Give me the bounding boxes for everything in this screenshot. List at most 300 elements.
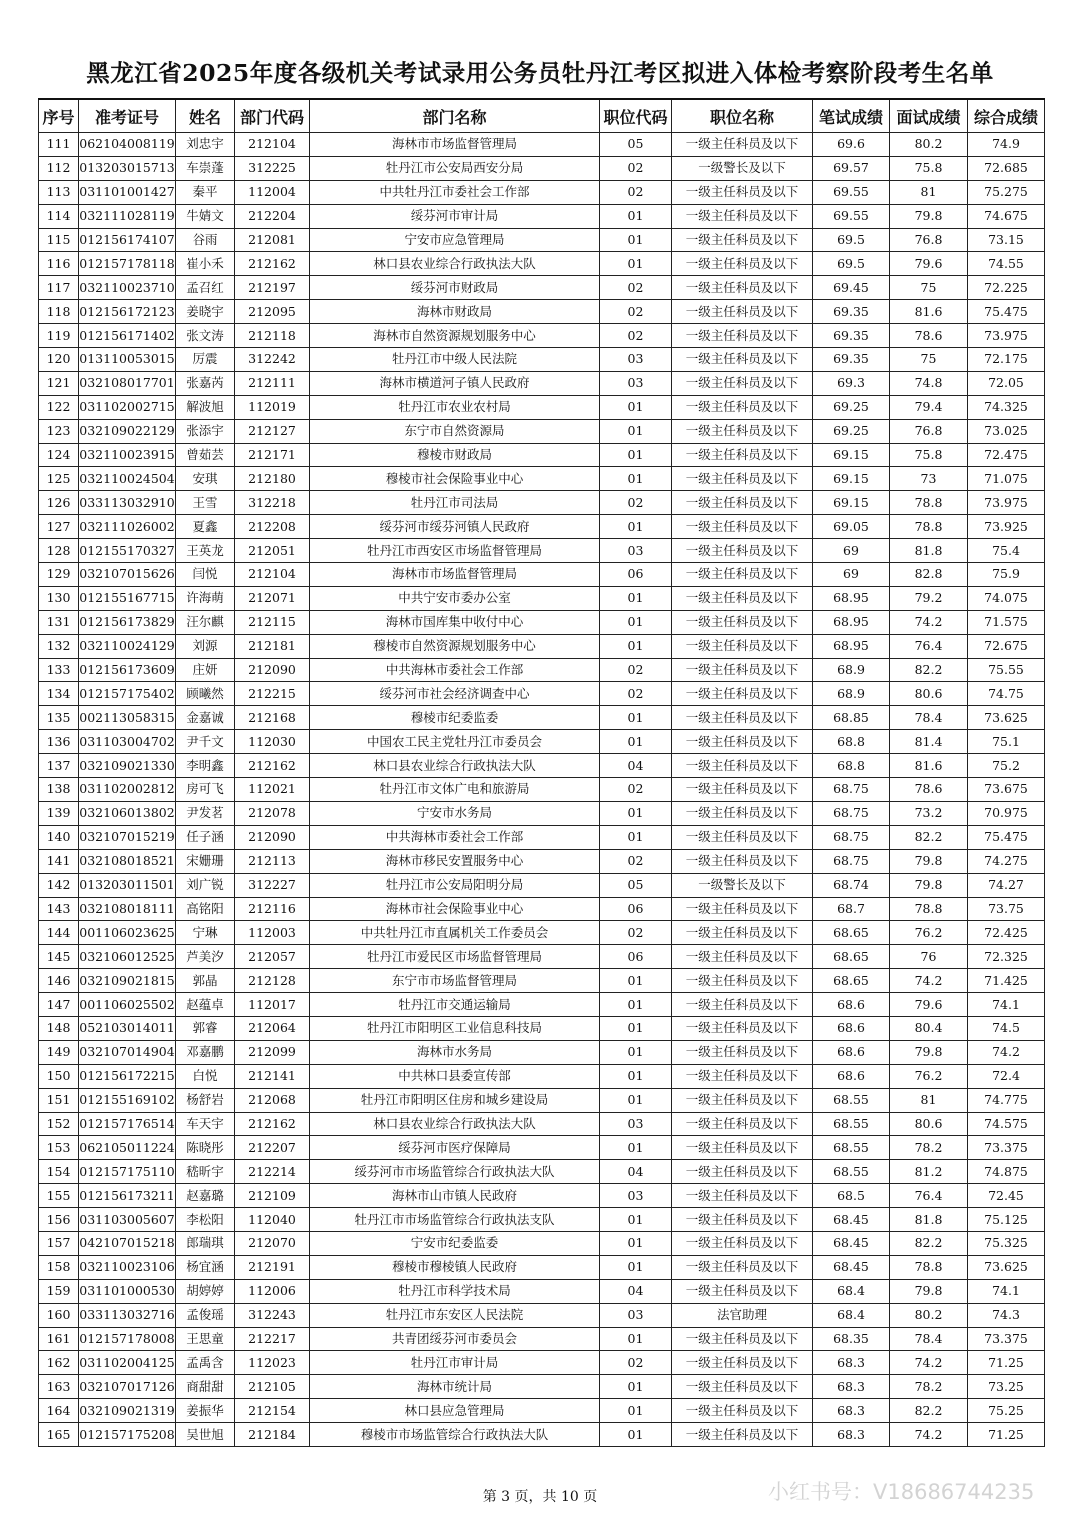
table-cell: 一级主任科员及以下 [672, 1255, 813, 1279]
table-cell: 032111028119 [79, 204, 176, 228]
table-cell: 76 [890, 945, 968, 969]
table-row [39, 1136, 1045, 1160]
table-cell: 062104008119 [79, 133, 176, 157]
table-cell: 郭晶 [176, 969, 235, 993]
table-cell: 王思童 [176, 1327, 235, 1351]
table-row [39, 252, 1045, 276]
table-cell: 穆棱市穆棱镇人民政府 [310, 1255, 600, 1279]
table-cell: 012157175208 [79, 1423, 176, 1447]
table-row [39, 849, 1045, 873]
table-cell: 136 [39, 730, 79, 754]
table-cell: 75.125 [968, 1208, 1045, 1232]
table-cell: 嵇昕宇 [176, 1160, 235, 1184]
table-cell: 76.4 [890, 1184, 968, 1208]
table-cell: 031102002715 [79, 395, 176, 419]
table-cell: 71.425 [968, 969, 1045, 993]
table-cell: 70.975 [968, 801, 1045, 825]
table-cell: 032109021330 [79, 754, 176, 778]
table-cell: 74.9 [968, 133, 1045, 157]
table-row [39, 1231, 1045, 1255]
table-cell: 79.8 [890, 849, 968, 873]
table-cell: 144 [39, 921, 79, 945]
table-row [39, 156, 1045, 180]
table-cell: 032109021319 [79, 1399, 176, 1423]
table-cell: 尹发茗 [176, 801, 235, 825]
table-cell: 03 [600, 539, 672, 563]
table-cell: 绥芬河市审计局 [310, 204, 600, 228]
table-cell: 147 [39, 993, 79, 1017]
table-cell: 75.8 [890, 156, 968, 180]
table-cell: 032106012525 [79, 945, 176, 969]
table-cell: 81.8 [890, 539, 968, 563]
table-cell: 79.4 [890, 395, 968, 419]
table-cell: 一级主任科员及以下 [672, 419, 813, 443]
table-cell: 陈晓彤 [176, 1136, 235, 1160]
table-cell: 一级主任科员及以下 [672, 371, 813, 395]
table-cell: 72.425 [968, 921, 1045, 945]
table-cell: 海林市横道河子镇人民政府 [310, 371, 600, 395]
table-cell: 牡丹江市爱民区市场监督管理局 [310, 945, 600, 969]
table-cell: 02 [600, 491, 672, 515]
table-cell: 212141 [235, 1064, 310, 1088]
table-cell: 一级主任科员及以下 [672, 921, 813, 945]
table-cell: 一级主任科员及以下 [672, 634, 813, 658]
table-cell: 刘源 [176, 634, 235, 658]
table-row [39, 1064, 1045, 1088]
table-cell: 02 [600, 849, 672, 873]
table-cell: 崔小禾 [176, 252, 235, 276]
table-cell: 一级主任科员及以下 [672, 586, 813, 610]
table-cell: 68.55 [813, 1160, 890, 1184]
table-cell: 72.225 [968, 276, 1045, 300]
table-cell: 03 [600, 1303, 672, 1327]
table-cell: 宁安市水务局 [310, 801, 600, 825]
table-cell: 82.2 [890, 1399, 968, 1423]
table-cell: 153 [39, 1136, 79, 1160]
table-row [39, 873, 1045, 897]
table-cell: 81.4 [890, 730, 968, 754]
table-cell: 156 [39, 1208, 79, 1232]
table-cell: 牡丹江市交通运输局 [310, 993, 600, 1017]
table-cell: 杨舒岩 [176, 1088, 235, 1112]
table-cell: 68.45 [813, 1208, 890, 1232]
table-cell: 姜晓宇 [176, 300, 235, 324]
table-cell: 王雪 [176, 491, 235, 515]
table-cell: 75.9 [968, 563, 1045, 587]
table-row [39, 276, 1045, 300]
table-cell: 012156173829 [79, 610, 176, 634]
table-cell: 150 [39, 1064, 79, 1088]
table-cell: 林口县农业综合行政执法大队 [310, 1112, 600, 1136]
table-cell: 一级主任科员及以下 [672, 491, 813, 515]
table-cell: 212111 [235, 371, 310, 395]
page-title: 黑龙江省2025年度各级机关考试录用公务员牡丹江考区拟进入体检考察阶段考生名单 [86, 59, 994, 87]
table-cell: 114 [39, 204, 79, 228]
table-cell: 74.1 [968, 993, 1045, 1017]
table-cell: 68.45 [813, 1231, 890, 1255]
table-cell: 75.25 [968, 1399, 1045, 1423]
table-cell: 汪尔麒 [176, 610, 235, 634]
table-cell: 02 [600, 156, 672, 180]
table-row [39, 1184, 1045, 1208]
table-cell: 宋姗珊 [176, 849, 235, 873]
table-cell: 一级主任科员及以下 [672, 1327, 813, 1351]
table-cell: 78.6 [890, 324, 968, 348]
table-cell: 312225 [235, 156, 310, 180]
table-cell: 金嘉诚 [176, 706, 235, 730]
table-cell: 东宁市市场监督管理局 [310, 969, 600, 993]
table-cell: 72.4 [968, 1064, 1045, 1088]
table-cell: 牡丹江市市场监管综合行政执法支队 [310, 1208, 600, 1232]
table-cell: 79.8 [890, 873, 968, 897]
table-row [39, 1160, 1045, 1184]
column-header: 部门名称 [310, 99, 600, 133]
table-row [39, 658, 1045, 682]
table-cell: 001106025502 [79, 993, 176, 1017]
table-cell: 143 [39, 897, 79, 921]
table-cell: 159 [39, 1279, 79, 1303]
table-cell: 112023 [235, 1351, 310, 1375]
table-cell: 76.2 [890, 921, 968, 945]
table-cell: 01 [600, 443, 672, 467]
table-cell: 80.6 [890, 1112, 968, 1136]
table-cell: 69.55 [813, 180, 890, 204]
table-row [39, 1208, 1045, 1232]
table-cell: 一级主任科员及以下 [672, 1160, 813, 1184]
table-cell: 013110053015 [79, 348, 176, 372]
table-cell: 一级主任科员及以下 [672, 682, 813, 706]
table-row [39, 634, 1045, 658]
table-cell: 68.6 [813, 993, 890, 1017]
table-row [39, 921, 1045, 945]
table-cell: 212099 [235, 1040, 310, 1064]
table-cell: 03 [600, 348, 672, 372]
table-cell: 74.2 [890, 1423, 968, 1447]
table-cell: 一级主任科员及以下 [672, 1351, 813, 1375]
table-row [39, 371, 1045, 395]
table-cell: 73.75 [968, 897, 1045, 921]
table-row [39, 1016, 1045, 1040]
table-row [39, 1112, 1045, 1136]
table-cell: 73 [890, 467, 968, 491]
table-cell: 尹千文 [176, 730, 235, 754]
table-cell: 74.275 [968, 849, 1045, 873]
table-cell: 一级主任科员及以下 [672, 228, 813, 252]
table-cell: 夏鑫 [176, 515, 235, 539]
table-cell: 74.075 [968, 586, 1045, 610]
column-header: 面试成绩 [890, 99, 968, 133]
table-cell: 01 [600, 515, 672, 539]
table-cell: 赵蕴卓 [176, 993, 235, 1017]
table-cell: 140 [39, 825, 79, 849]
table-cell: 012156173609 [79, 658, 176, 682]
table-cell: 131 [39, 610, 79, 634]
table-cell: 80.4 [890, 1016, 968, 1040]
table-cell: 一级警长及以下 [672, 873, 813, 897]
table-cell: 68.3 [813, 1375, 890, 1399]
table-cell: 135 [39, 706, 79, 730]
table-cell: 031102004125 [79, 1351, 176, 1375]
table-cell: 72.45 [968, 1184, 1045, 1208]
table-cell: 71.25 [968, 1423, 1045, 1447]
table-cell: 032108017701 [79, 371, 176, 395]
table-cell: 132 [39, 634, 79, 658]
table-cell: 绥芬河市市场监管综合行政执法大队 [310, 1160, 600, 1184]
table-cell: 212051 [235, 539, 310, 563]
table-cell: 一级主任科员及以下 [672, 730, 813, 754]
table-cell: 75.2 [968, 754, 1045, 778]
table-cell: 一级主任科员及以下 [672, 1375, 813, 1399]
table-cell: 031103005607 [79, 1208, 176, 1232]
table-row [39, 1351, 1045, 1375]
table-cell: 312242 [235, 348, 310, 372]
table-cell: 02 [600, 300, 672, 324]
table-cell: 东宁市自然资源局 [310, 419, 600, 443]
table-cell: 78.8 [890, 897, 968, 921]
table-cell: 112017 [235, 993, 310, 1017]
table-cell: 01 [600, 1208, 672, 1232]
page-footer: 第 3 页，共 10 页 [482, 1489, 598, 1505]
table-cell: 154 [39, 1160, 79, 1184]
table-cell: 69.25 [813, 419, 890, 443]
table-cell: 68.6 [813, 1040, 890, 1064]
column-header: 姓名 [176, 99, 235, 133]
table-cell: 解波旭 [176, 395, 235, 419]
table-cell: 牡丹江市农业农村局 [310, 395, 600, 419]
table-cell: 69.57 [813, 156, 890, 180]
table-cell: 033113032910 [79, 491, 176, 515]
table-cell: 76.8 [890, 419, 968, 443]
table-cell: 012155169102 [79, 1088, 176, 1112]
table-cell: 126 [39, 491, 79, 515]
column-header: 序号 [39, 99, 79, 133]
table-cell: 69.15 [813, 467, 890, 491]
table-cell: 68.9 [813, 682, 890, 706]
table-cell: 139 [39, 801, 79, 825]
table-cell: 127 [39, 515, 79, 539]
table-cell: 张添宇 [176, 419, 235, 443]
table-cell: 78.2 [890, 1375, 968, 1399]
table-cell: 曾茹芸 [176, 443, 235, 467]
table-cell: 赵嘉璐 [176, 1184, 235, 1208]
table-row [39, 515, 1045, 539]
table-cell: 165 [39, 1423, 79, 1447]
table-cell: 74.575 [968, 1112, 1045, 1136]
table-cell: 116 [39, 252, 79, 276]
table-cell: 一级主任科员及以下 [672, 993, 813, 1017]
table-cell: 68.8 [813, 730, 890, 754]
table-cell: 中共林口县委宣传部 [310, 1064, 600, 1088]
table-cell: 212162 [235, 252, 310, 276]
table-cell: 81.2 [890, 1160, 968, 1184]
table-cell: 033113032716 [79, 1303, 176, 1327]
table-cell: 69.45 [813, 276, 890, 300]
table-cell: 69.35 [813, 300, 890, 324]
table-cell: 一级主任科员及以下 [672, 945, 813, 969]
table-cell: 林口县农业综合行政执法大队 [310, 754, 600, 778]
table-cell: 212078 [235, 801, 310, 825]
table-cell: 032109022129 [79, 419, 176, 443]
table-cell: 68.7 [813, 897, 890, 921]
table-cell: 一级主任科员及以下 [672, 778, 813, 802]
table-cell: 212068 [235, 1088, 310, 1112]
table-row [39, 1040, 1045, 1064]
table-cell: 一级警长及以下 [672, 156, 813, 180]
table-cell: 73.975 [968, 324, 1045, 348]
table-cell: 穆棱市社会保险事业中心 [310, 467, 600, 491]
table-row [39, 1399, 1045, 1423]
table-cell: 刘广锐 [176, 873, 235, 897]
table-cell: 02 [600, 180, 672, 204]
table-cell: 031101001427 [79, 180, 176, 204]
column-header: 职位代码 [600, 99, 672, 133]
table-cell: 牡丹江市公安局阳明分局 [310, 873, 600, 897]
table-cell: 01 [600, 1064, 672, 1088]
table-cell: 79.2 [890, 586, 968, 610]
table-cell: 一级主任科员及以下 [672, 348, 813, 372]
table-cell: 林口县应急管理局 [310, 1399, 600, 1423]
table-cell: 一级主任科员及以下 [672, 1016, 813, 1040]
table-cell: 212095 [235, 300, 310, 324]
table-cell: 05 [600, 133, 672, 157]
table-cell: 68.85 [813, 706, 890, 730]
table-cell: 78.6 [890, 778, 968, 802]
table-cell: 117 [39, 276, 79, 300]
table-cell: 72.685 [968, 156, 1045, 180]
table-cell: 01 [600, 730, 672, 754]
table-cell: 212070 [235, 1231, 310, 1255]
table-cell: 78.4 [890, 706, 968, 730]
table-cell: 130 [39, 586, 79, 610]
table-cell: 75.1 [968, 730, 1045, 754]
table-cell: 01 [600, 204, 672, 228]
table-row [39, 1088, 1045, 1112]
table-cell: 212127 [235, 419, 310, 443]
table-cell: 01 [600, 969, 672, 993]
table-cell: 212113 [235, 849, 310, 873]
table-cell: 79.6 [890, 993, 968, 1017]
table-cell: 212184 [235, 1423, 310, 1447]
table-cell: 68.55 [813, 1112, 890, 1136]
table-cell: 一级主任科员及以下 [672, 825, 813, 849]
table-cell: 中国农工民主党牡丹江市委员会 [310, 730, 600, 754]
table-cell: 012155167715 [79, 586, 176, 610]
table-cell: 一级主任科员及以下 [672, 1112, 813, 1136]
table-cell: 76.4 [890, 634, 968, 658]
table-cell: 张文涛 [176, 324, 235, 348]
table-cell: 158 [39, 1255, 79, 1279]
table-cell: 032110023915 [79, 443, 176, 467]
table-cell: 032110024504 [79, 467, 176, 491]
table-cell: 牡丹江市文体广电和旅游局 [310, 778, 600, 802]
table-cell: 李明鑫 [176, 754, 235, 778]
table-row [39, 1375, 1045, 1399]
table-cell: 牡丹江市公安局西安分局 [310, 156, 600, 180]
table-cell: 142 [39, 873, 79, 897]
table-cell: 73.2 [890, 801, 968, 825]
table-cell: 一级主任科员及以下 [672, 801, 813, 825]
table-cell: 012157175110 [79, 1160, 176, 1184]
table-cell: 白悦 [176, 1064, 235, 1088]
table-cell: 162 [39, 1351, 79, 1375]
table-cell: 69.15 [813, 443, 890, 467]
table-cell: 杨宜涵 [176, 1255, 235, 1279]
table-cell: 79.6 [890, 252, 968, 276]
table-cell: 141 [39, 849, 79, 873]
table-cell: 05 [600, 873, 672, 897]
table-cell: 牡丹江市西安区市场监督管理局 [310, 539, 600, 563]
table-cell: 01 [600, 1255, 672, 1279]
table-cell: 111 [39, 133, 79, 157]
table-row [39, 204, 1045, 228]
table-cell: 一级主任科员及以下 [672, 754, 813, 778]
table-cell: 中共宁安市委办公室 [310, 586, 600, 610]
table-cell: 146 [39, 969, 79, 993]
table-cell: 032109021815 [79, 969, 176, 993]
table-cell: 68.75 [813, 801, 890, 825]
table-row [39, 1303, 1045, 1327]
table-cell: 06 [600, 897, 672, 921]
table-cell: 74.2 [968, 1040, 1045, 1064]
table-cell: 穆棱市纪委监委 [310, 706, 600, 730]
table-cell: 02 [600, 324, 672, 348]
table-cell: 212109 [235, 1184, 310, 1208]
table-cell: 车天宇 [176, 1112, 235, 1136]
table-cell: 69.5 [813, 228, 890, 252]
table-cell: 牡丹江市司法局 [310, 491, 600, 515]
table-cell: 闫悦 [176, 563, 235, 587]
table-cell: 谷雨 [176, 228, 235, 252]
table-cell: 69.35 [813, 348, 890, 372]
table-cell: 68.45 [813, 1255, 890, 1279]
table-cell: 148 [39, 1016, 79, 1040]
table-cell: 01 [600, 586, 672, 610]
table-cell: 01 [600, 825, 672, 849]
table-cell: 155 [39, 1184, 79, 1208]
table-cell: 212090 [235, 825, 310, 849]
table-cell: 刘忠宇 [176, 133, 235, 157]
table-cell: 002113058315 [79, 706, 176, 730]
column-header: 职位名称 [672, 99, 813, 133]
table-cell: 秦平 [176, 180, 235, 204]
table-cell: 一级主任科员及以下 [672, 563, 813, 587]
table-cell: 中共牡丹江市委社会工作部 [310, 180, 600, 204]
table-cell: 姜振华 [176, 1399, 235, 1423]
table-cell: 74.2 [890, 969, 968, 993]
table-cell: 312243 [235, 1303, 310, 1327]
table-cell: 03 [600, 1112, 672, 1136]
table-cell: 112021 [235, 778, 310, 802]
table-cell: 012157175402 [79, 682, 176, 706]
table-cell: 013203015713 [79, 156, 176, 180]
table-cell: 04 [600, 1160, 672, 1184]
table-cell: 01 [600, 1136, 672, 1160]
table-cell: 74.2 [890, 1351, 968, 1375]
table-cell: 73.675 [968, 778, 1045, 802]
table-cell: 164 [39, 1399, 79, 1423]
table-cell: 80.6 [890, 682, 968, 706]
table-cell: 75 [890, 276, 968, 300]
table-cell: 73.15 [968, 228, 1045, 252]
table-cell: 一级主任科员及以下 [672, 1231, 813, 1255]
table-cell: 012155170327 [79, 539, 176, 563]
table-cell: 120 [39, 348, 79, 372]
table-row [39, 682, 1045, 706]
table-cell: 芦美汐 [176, 945, 235, 969]
table-row [39, 897, 1045, 921]
table-cell: 032107015219 [79, 825, 176, 849]
table-cell: 032107017126 [79, 1375, 176, 1399]
